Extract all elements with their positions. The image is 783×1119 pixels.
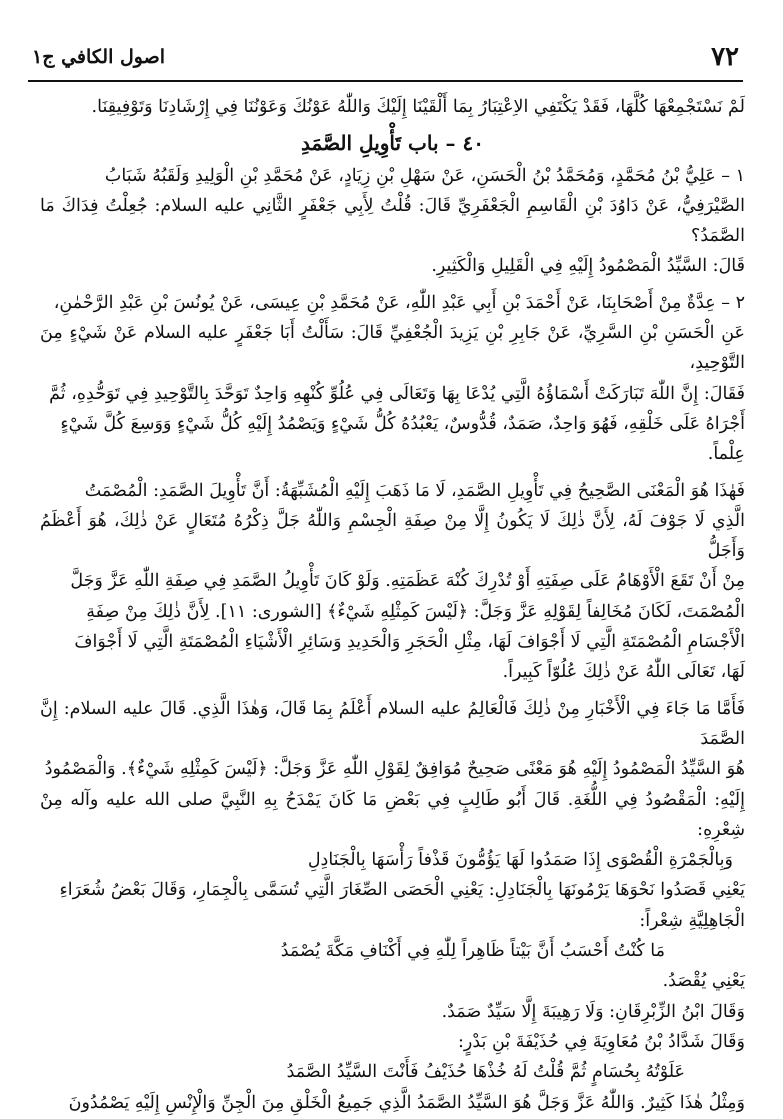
commentary-line: يَعْنِي قَصَدُوا نَحْوَهَا يَرْمُونَهَا بِالْجَنَادِلِ: يَعْنِي الْحَصَى الصِّغَارَ الَّتِي تُسَمَّى بِالْجِمَارِ، وَقَالَ بَعْضُ شُعَرَاءِ xyxy=(59,880,745,901)
hadith-line: قَالَ: السَّيِّدُ الْمَصْمُودُ إِلَيْهِ فِي الْقَلِيلِ وَالْكَثِيرِ. xyxy=(431,256,745,277)
hadith-line: أَجْرَاهُ عَلَى خَلْقِهِ، فَهُوَ وَاحِدٌ، صَمَدٌ، قُدُّوسٌ، يَعْبُدُهُ كُلُّ شَيْءٍ وَيَصْمُدُ إِلَيْهِ كُلُّ شَيْءٍ وَوَسِعَ كُلَّ شَيْءٍ xyxy=(60,413,745,434)
commentary-line: الَّذِي لَا جَوْفَ لَهُ، لِأَنَّ ذٰلِكَ لَا يَكُونُ إِلَّا مِنْ صِفَةِ الْجِسْمِ وَاللّٰهُ جَلَّ ذِكْرُهُ مُتَعَالٍ عَنْ ذٰلِكَ، هُوَ أَعْظَمُ وَأَجَلُّ xyxy=(40,510,745,562)
hadith-line: فَقَالَ: إِنَّ اللّٰهَ تَبَارَكَتْ أَسْمَاؤُهُ الَّتِي يُدْعَا بِهَا وَتَعَالَى فِي عُلُوِّ كُنْهِهِ وَاحِدٌ تَوَحَّدَ بِالتَّوْحِيدِ فِي تَوَحُّدِهِ، ثُمَّ xyxy=(49,383,745,404)
commentary-line: يَعْنِي يُقْصَدُ. xyxy=(662,971,745,992)
hadith-line: عَنِ الْحَسَنِ بْنِ السَّرِيِّ، عَنْ جَابِرِ بْنِ يَزِيدَ الْجُعْفِيِّ قَالَ: سَأَلْتُ أَبَا جَعْفَرٍ عليه السلام عَنْ شَيْءٍ مِنَ التَّوْحِيدِ، xyxy=(40,323,745,374)
page-number: ٧٢ xyxy=(711,42,739,72)
commentary-line: لَهَا، تَعَالَى اللّٰهُ عَنْ ذٰلِكَ عُلُوّاً كَبِيراً. xyxy=(502,662,745,683)
text-line: لَمْ نَسْتَجْمِعْهَا كُلَّهَا، فَقَدْ يَكْتَفِي الاِعْتِبَارُ بِمَا أَلْقَيْنَا إِلَيْكَ وَاللّٰهُ عَوْنُكَ وَعَوْنُنَا فِي إِرْشَادِنَا وَتَوْفِيقِنَا. xyxy=(91,97,745,117)
page-body xyxy=(40,92,745,1118)
chapter-title: ٤٠ – باب تَأْوِيلِ الصَّمَدِ xyxy=(301,131,484,156)
commentary-line: وَقَالَ ابْنُ الزِّبْرِقَانِ: وَلَا رَهِيبَةَ إِلَّا سَيِّدٌ صَمَدٌ. xyxy=(441,1001,745,1022)
commentary-line: وَمِثْلُ هٰذَا كَثِيرٌ. وَاللّٰهُ عَزَّ وَجَلَّ هُوَ السَّيِّدُ الصَّمَدُ الَّذِي جَمِيعُ الْخَلْقِ مِنَ الْجِنِّ وَالْإِنْسِ إِلَيْهِ يَصْمُدُونَ xyxy=(68,1092,745,1113)
commentary-line: هُوَ السَّيِّدُ الْمَصْمُودُ إِلَيْهِ هُوَ مَعْنًى صَحِيحٌ مُوَافِقٌ لِقَوْلِ اللّٰهِ عَزَّ وَجَلَّ: ﴿لَيْسَ كَمِثْلِهِ شَيْءٌ﴾. وَالْمَصْمُودُ xyxy=(44,759,745,780)
commentary-line: الْأَجْسَامِ الْمُصْمَتَةِ الَّتِي لَا أَجْوَافَ لَهَا، مِثْلِ الْحَجَرِ وَالْحَدِيدِ وَسَائِرِ الْأَشْيَاءِ الْمُصْمَتَةِ الَّتِي لَا أَجْوَافَ xyxy=(74,632,745,653)
hadith-line: ٢ – عِدَّةٌ مِنْ أَصْحَابِنَا، عَنْ أَحْمَدَ بْنِ أَبِي عَبْدِ اللّٰهِ، عَنْ مُحَمَّدِ بْنِ عِيسَى، عَنْ يُونُسَ بْنِ عَبْدِ الرَّحْمٰنِ، xyxy=(53,292,745,313)
commentary-line: مِنْ أَنْ تَقَعَ الْأَوْهَامُ عَلَى صِفَتِهِ أَوْ تُدْرِكَ كُنْهَ عَظَمَتِهِ. وَلَوْ كَانَ تَأْوِيلُ الصَّمَدِ فِي صِفَةِ اللّٰهِ عَزَّ وَجَلَّ xyxy=(70,571,745,592)
poem-verse: مَا كُنْتُ أَحْسَبُ أَنَّ بَيْتاً ظَاهِراً لِلّٰهِ فِي أَكْنَافِ مَكَّةَ يُصْمَدُ xyxy=(280,941,665,962)
hadith-line: عِلْماً. xyxy=(707,444,745,465)
commentary-line: وَقَالَ شَدَّادُ بْنُ مُعَاوِيَةَ فِي حُذَيْفَةَ بْنِ بَدْرٍ: xyxy=(457,1031,745,1052)
commentary-line: الْجَاهِلِيَّةِ شِعْراً: xyxy=(639,910,745,931)
poem-verse: وَبِالْجَمْرَةِ الْقُصْوَى إِذَا صَمَدُوا لَهَا يَؤُمُّونَ قَذْفاً رَأْسَهَا بِالْجَنَادِلِ xyxy=(307,850,733,871)
hadith-line: ١ – عَلِيُّ بْنُ مُحَمَّدٍ، وَمُحَمَّدُ بْنُ الْحَسَنِ، عَنْ سَهْلِ بْنِ زِيَادٍ، عَنْ مُحَمَّدِ بْنِ الْوَلِيدِ وَلَقَبُهُ شَبَابُ xyxy=(104,165,745,186)
commentary-line: إِلَيْهِ: الْمَقْصُودُ فِي اللُّغَةِ. قَالَ أَبُو طَالِبٍ فِي بَعْضِ مَا كَانَ يَمْدَحُ بِهِ النَّبِيَّ صلى الله عليه وآله مِنْ شِعْرِهِ: xyxy=(40,789,745,840)
hadith-line: الصَّيْرَفِيُّ، عَنْ دَاوُدَ بْنِ الْقَاسِمِ الْجَعْفَرِيِّ قَالَ: قُلْتُ لِأَبِي جَعْفَرٍ الثَّانِي عليه السلام: جُعِلْتُ فِدَاكَ مَا الصَّمَدُ؟ xyxy=(40,195,745,247)
poem-verse: عَلَوْتُهُ بِحُسَامٍ ثُمَّ قُلْتُ لَهُ خُذْهَا حُذَيْفُ فَأَنْتَ السَّيِّدُ الصَّمَدُ xyxy=(286,1062,685,1083)
commentary-line: فَهٰذَا هُوَ الْمَعْنَى الصَّحِيحُ فِي تَأْوِيلِ الصَّمَدِ، لَا مَا ذَهَبَ إِلَيْهِ الْمُشَبِّهَةُ: أَنَّ تَأْوِيلَ الصَّمَدِ: الْمُصْمَتُ xyxy=(84,480,745,501)
commentary-line: فَأَمَّا مَا جَاءَ فِي الْأَخْبَارِ مِنْ ذٰلِكَ فَالْعَالِمُ عليه السلام أَعْلَمُ بِمَا قَالَ، وَهٰذَا الَّذِي. قَالَ عليه السلام: إِنَّ الصَّمَدَ xyxy=(40,698,745,749)
commentary-line: الْمُصْمَتَ، لَكَانَ مُخَالِفاً لِقَوْلِهِ عَزَّ وَجَلَّ: ﴿لَيْسَ كَمِثْلِهِ شَيْءٌ﴾ [الشورى: ١١]. لِأَنَّ ذٰلِكَ مِنْ صِفَةِ xyxy=(86,601,745,622)
page-header xyxy=(28,40,743,82)
book-title: اصول الكافي ج١ xyxy=(32,46,166,68)
